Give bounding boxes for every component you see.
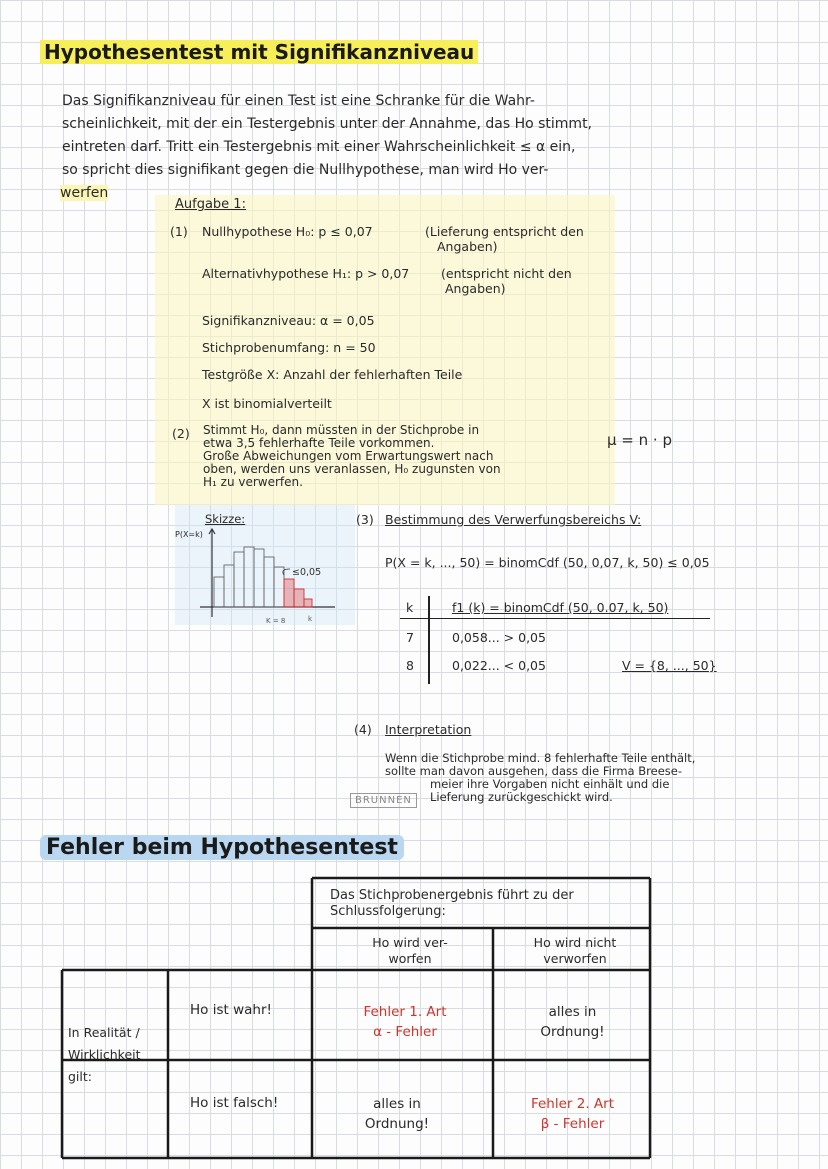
section-title: Fehler beim Hypothesentest [40, 835, 404, 860]
mu-formula: μ = n · p [607, 431, 672, 449]
testgroesse-line: Testgröße X: Anzahl der fehlerhaften Teile [202, 367, 463, 382]
part4-line: Wenn die Stichprobe mind. 8 fehlerhafte Teile enthält, [385, 751, 696, 765]
skizze-label: Skizze: [205, 512, 246, 526]
aufgabe-title: Aufgabe 1: [175, 197, 246, 212]
part4-line: Lieferung zurückgeschickt wird. [430, 790, 613, 804]
part1-number: (1) [170, 224, 188, 239]
intro-line: werfen [60, 185, 109, 201]
h0-note: Angaben) [437, 239, 498, 254]
table-cell-k: 8 [406, 658, 414, 673]
part2-line: H₁ zu verwerfen. [203, 475, 303, 489]
col-header-not-rejected: Ho wird nicht verworfen [533, 935, 617, 966]
row-label-false: Ho ist falsch! [190, 1095, 279, 1111]
page-title: Hypothesentest mit Signifikanzniveau [40, 40, 478, 64]
h1-label: Alternativhypothese H₁: p > 0,07 [202, 266, 410, 281]
table-head-f: f1 (k) = binomCdf (50, 0.07, k, 50) [452, 600, 669, 615]
part2-line: Große Abweichungen vom Erwartungswert nach [203, 449, 494, 463]
intro-line: eintreten darf. Tritt ein Testergebnis mit einer Wahrscheinlichkeit ≤ α ein, [62, 139, 576, 155]
h1-note: Angaben) [445, 281, 506, 296]
part4-line: meier ihre Vorgaben nicht einhält und die [430, 777, 670, 791]
table-head-k: k [406, 600, 414, 615]
intro-line: so spricht dies signifikant gegen die Nullhypothese, man wird Ho ver- [62, 162, 549, 178]
part4-title: Interpretation [385, 722, 472, 737]
part2-number: (2) [172, 426, 190, 441]
h0-label: Nullhypothese H₀: p ≤ 0,07 [202, 224, 373, 239]
col-header-rejected: Ho wird ver- worfen [372, 935, 448, 966]
intro-line: scheinlichkeit, mit der ein Testergebnis unter der Annahme, das Ho stimmt, [62, 116, 593, 132]
part4-number: (4) [354, 722, 372, 737]
part2-line: etwa 3,5 fehlerhafte Teile vorkommen. [203, 436, 435, 450]
table-cell-f: 0,022... < 0,05 [452, 658, 546, 673]
cell-correct: alles in Ordnung! [364, 1096, 430, 1132]
part3-title: Bestimmung des Verwerfungsbereichs V: [385, 512, 642, 527]
h0-note: (Lieferung entspricht den [425, 224, 584, 239]
brand-logo: BRUNNEN [350, 793, 417, 808]
table-cell-k: 7 [406, 630, 414, 645]
skizze-annotation: ≤0,05 [292, 567, 322, 578]
h1-note: (entspricht nicht den [441, 266, 572, 281]
part2-line: Stimmt H₀, dann müssten in der Stichprobe in [203, 423, 480, 437]
cell-correct: alles in Ordnung! [540, 1004, 605, 1040]
part3-number: (3) [356, 512, 374, 527]
n-line: Stichprobenumfang: n = 50 [202, 340, 376, 355]
table-header: Das Stichprobenergebnis führt zu der Schlussfolgerung: [330, 888, 574, 919]
intro-line: Das Signifikanzniveau für einen Test ist eine Schranke für die Wahr- [62, 93, 535, 109]
skizze-tick: k [308, 615, 313, 623]
part4-line: sollte man davon ausgehen, dass die Firma Breese- [385, 764, 682, 778]
table-cell-f: 0,058... > 0,05 [452, 630, 546, 645]
skizze-ylabel: P(X=k) [175, 530, 203, 539]
cell-type2-error: Fehler 2. Art β - Fehler [530, 1096, 615, 1132]
skizze-tick: K = 8 [266, 617, 286, 625]
cell-type1-error: Fehler 1. Art α - Fehler [363, 1004, 447, 1040]
row-label-true: Ho ist wahr! [190, 1002, 272, 1018]
row-group-label: In Realität / Wirklichkeit gilt: [68, 1025, 141, 1084]
alpha-line: Signifikanzniveau: α = 0,05 [202, 313, 375, 328]
part3-equation: P(X = k, ..., 50) = binomCdf (50, 0,07, k, 50) ≤ 0,05 [385, 555, 710, 570]
binomial-line: X ist binomialverteilt [202, 396, 332, 411]
part2-line: oben, werden uns veranlassen, H₀ zugunsten von [203, 462, 501, 476]
rejection-region: V = {8, ..., 50} [622, 658, 717, 673]
